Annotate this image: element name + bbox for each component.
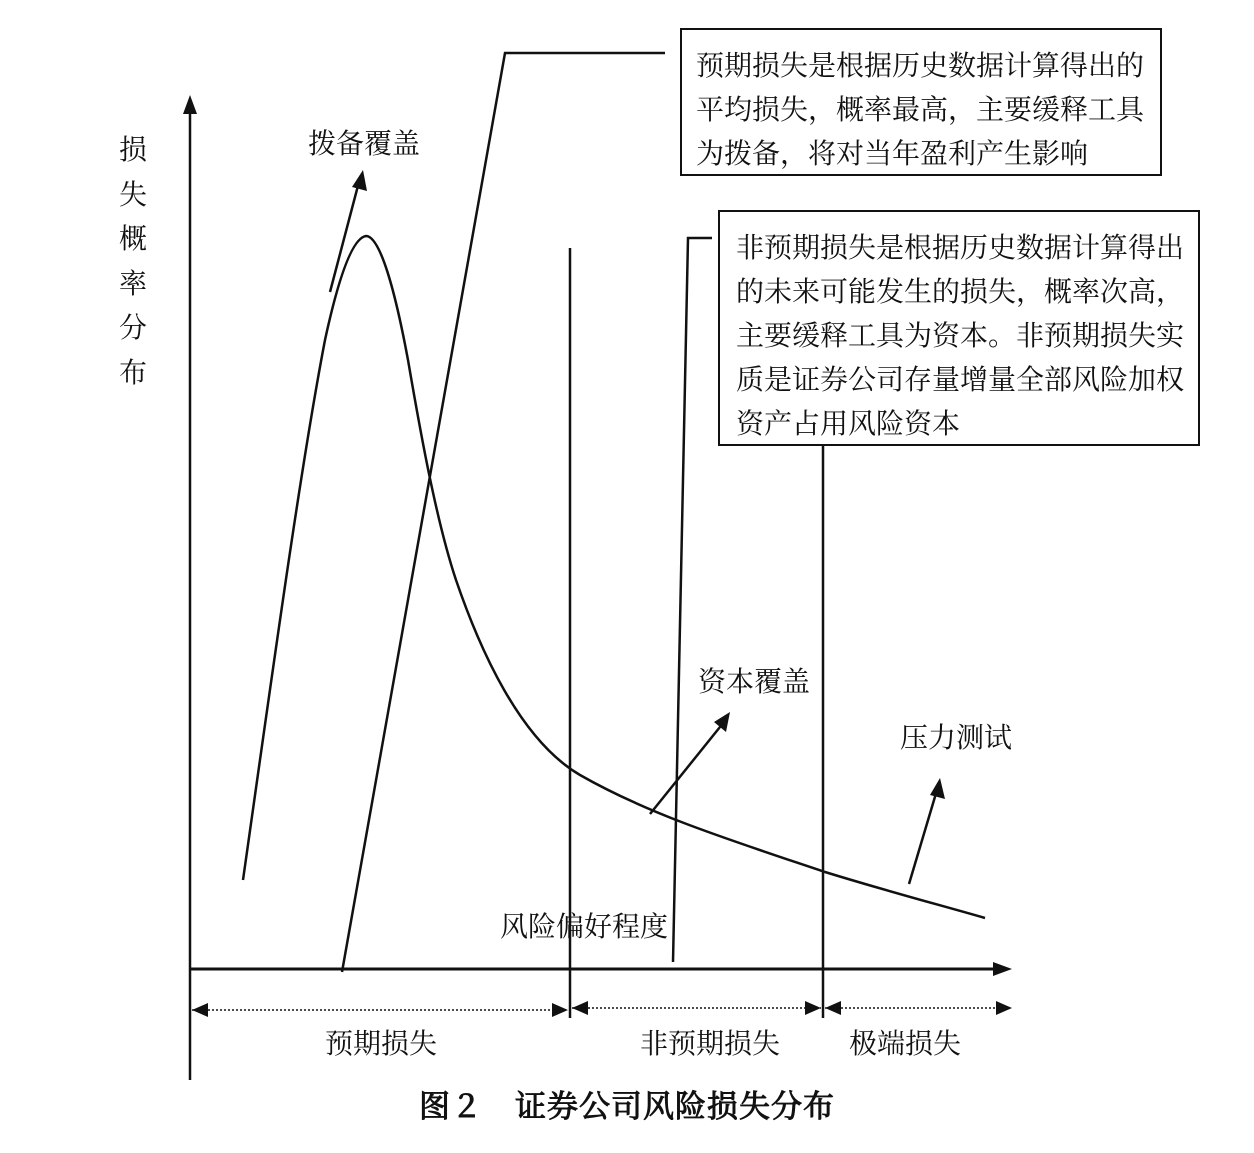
y-axis-label-char: 损 (118, 133, 147, 166)
stress-test-arrow (909, 790, 937, 884)
stress-test-arrowhead (930, 778, 945, 799)
expected-loss-leader-line (342, 53, 665, 972)
figure-caption: 图２ 证券公司风险损失分布 (419, 1089, 835, 1125)
unexpected-loss-segment-label: 非预期损失 (640, 1027, 781, 1060)
x-axis-arrowhead (993, 962, 1012, 976)
risk-appetite-label: 风险偏好程度 (500, 910, 669, 943)
expected-span-right-arrow (552, 1003, 568, 1017)
provision-coverage-label: 拨备覆盖 (308, 127, 421, 160)
y-axis-label-char: 率 (118, 266, 147, 300)
capital-coverage-arrow (650, 722, 724, 814)
extreme-span-left-arrow (825, 1001, 841, 1015)
y-axis-label (116, 128, 150, 395)
expected-loss-callout: 预期损失是根据历史数据计算得出的平均损失，概率最高，主要缓释工具为拨备，将对当年盈利产生影响 (680, 28, 1162, 176)
stress-test-label: 压力测试 (900, 721, 1013, 754)
unexpected-loss-callout: 非预期损失是根据历史数据计算得出的未来可能发生的损失，概率次高，主要缓释工具为资本。非预期损失实质是证券公司存量增量全部风险加权资产占用风险资本 (718, 210, 1200, 446)
unexpected-span-left-arrow (572, 1001, 588, 1015)
capital-coverage-label: 资本覆盖 (698, 665, 811, 698)
y-axis-label-char: 分 (118, 311, 147, 344)
y-axis-label-char: 布 (118, 355, 147, 389)
y-axis-label-char: 概 (118, 222, 147, 255)
expected-span-left-arrow (192, 1003, 208, 1017)
provision-coverage-arrow (330, 178, 360, 292)
unexpected-span-right-arrow (805, 1001, 821, 1015)
y-axis-arrowhead (183, 95, 197, 114)
unexpected-loss-leader-line (673, 238, 712, 962)
capital-arrowhead (714, 712, 730, 732)
provision-arrowhead (352, 170, 367, 191)
expected-loss-segment-label: 预期损失 (325, 1027, 438, 1060)
extreme-loss-segment-label: 极端损失 (849, 1027, 962, 1060)
extreme-span-right-arrow (996, 1001, 1012, 1015)
y-axis-label-char: 失 (118, 177, 147, 211)
